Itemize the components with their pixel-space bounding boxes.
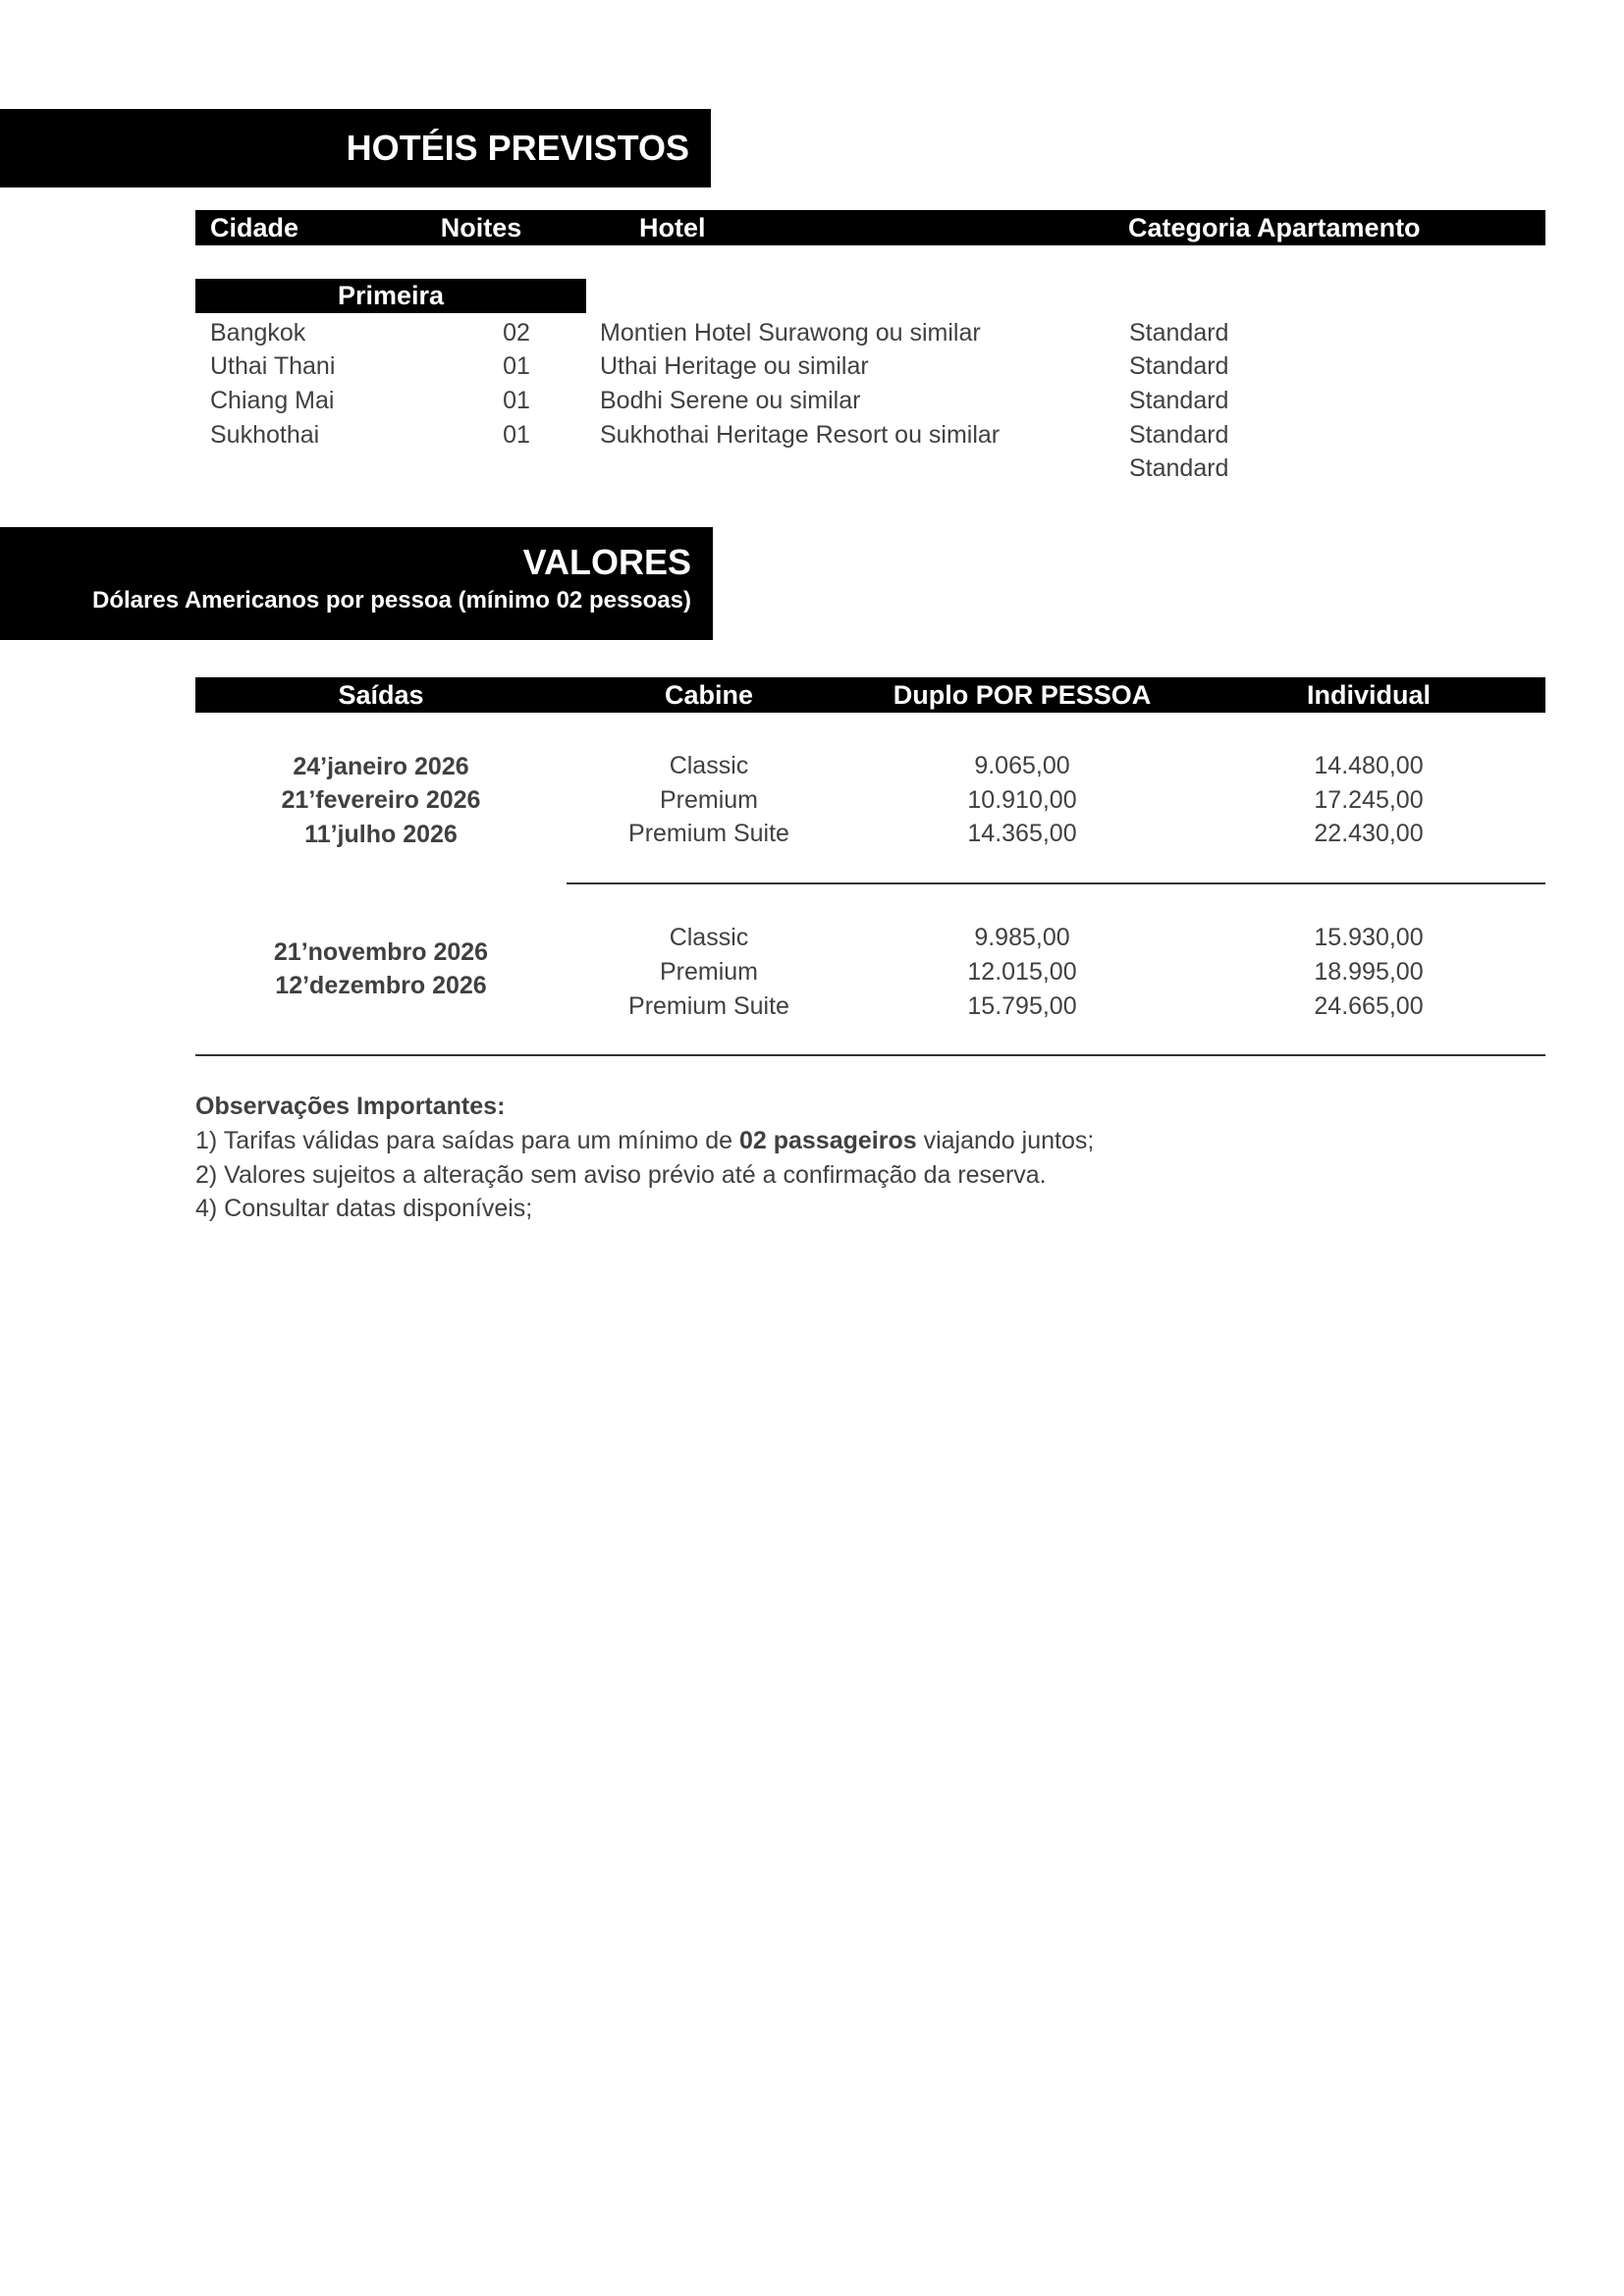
note-line-2: 2) Valores sujeitos a alteração sem aviso prévio até a confirmação da reserva.	[195, 1161, 1047, 1189]
note-line-3: 4) Consultar datas disponíveis;	[195, 1195, 533, 1222]
hotel-city: Bangkok	[210, 319, 306, 347]
hotel-nights: 01	[503, 421, 530, 449]
note-line-1	[195, 1124, 1094, 1157]
hotel-name: Uthai Heritage ou similar	[600, 352, 869, 380]
hotel-nights: 01	[503, 387, 530, 414]
hotel-city: Uthai Thani	[210, 352, 336, 380]
prices-section-banner	[0, 527, 713, 640]
cabin-type: Premium	[659, 958, 758, 986]
hotels-section-title: HOTÉIS PREVISTOS	[346, 128, 689, 168]
single-price: 22.430,00	[1314, 820, 1424, 847]
departure-date: 21’fevereiro 2026	[281, 786, 481, 814]
departure-date: 11’julho 2026	[304, 821, 458, 848]
col-header-cidade: Cidade	[210, 213, 299, 242]
category-label-bar	[195, 279, 586, 313]
note-line-1-text: 1) Tarifas válidas para saídas para um mínimo de	[195, 1127, 739, 1154]
hotel-city: Sukhothai	[210, 421, 320, 449]
table-bottom-rule	[195, 1054, 1545, 1056]
cabin-type: Premium	[659, 786, 758, 814]
hotel-name: Sukhothai Heritage Resort ou similar	[600, 421, 1001, 449]
hotel-room-category: Standard	[1129, 387, 1229, 414]
hotels-section-banner	[0, 109, 711, 187]
hotel-name: Montien Hotel Surawong ou similar	[600, 319, 981, 347]
note-line-1-tail: viajando juntos;	[916, 1127, 1095, 1154]
col-header-categoria: Categoria Apartamento	[1128, 213, 1421, 242]
double-price: 9.065,00	[974, 752, 1070, 779]
hotel-nights: 01	[503, 352, 530, 380]
hotel-room-category: Standard	[1129, 421, 1229, 449]
departure-date: 21’novembro 2026	[273, 938, 489, 966]
col-header-individual: Individual	[1306, 680, 1431, 710]
double-price: 9.985,00	[974, 924, 1070, 951]
hotels-table-header	[195, 210, 1545, 245]
col-header-duplo: Duplo POR PESSOA	[893, 680, 1152, 710]
single-price: 17.245,00	[1314, 786, 1424, 814]
category-label: Primeira	[337, 281, 445, 310]
single-price: 24.665,00	[1314, 992, 1424, 1020]
hotel-city: Chiang Mai	[210, 387, 335, 414]
hotel-name: Bodhi Serene ou similar	[600, 387, 861, 414]
hotel-room-category: Standard	[1129, 352, 1229, 380]
single-price: 15.930,00	[1314, 924, 1424, 951]
double-price: 12.015,00	[967, 958, 1077, 986]
double-price: 10.910,00	[967, 786, 1077, 814]
col-header-hotel: Hotel	[639, 213, 706, 242]
col-header-saidas: Saídas	[338, 680, 424, 710]
cabin-type: Premium Suite	[628, 820, 789, 847]
notes-title: Observações Importantes:	[195, 1093, 506, 1120]
hotel-room-category: Standard	[1129, 454, 1229, 482]
group-divider	[567, 882, 1545, 884]
departure-date: 24’janeiro 2026	[293, 753, 469, 780]
departure-date: 12’dezembro 2026	[275, 972, 487, 999]
note-line-1-bold: 02 passageiros	[738, 1127, 917, 1154]
hotel-nights: 02	[503, 319, 530, 347]
col-header-cabine: Cabine	[664, 680, 754, 710]
prices-section-subtitle: Dólares Americanos por pessoa (mínimo 02 pessoas)	[92, 587, 691, 614]
cabin-type: Classic	[669, 924, 749, 951]
col-header-noites: Noites	[440, 213, 522, 242]
single-price: 18.995,00	[1314, 958, 1424, 986]
double-price: 14.365,00	[967, 820, 1077, 847]
cabin-type: Classic	[669, 752, 749, 779]
prices-table-header	[195, 677, 1545, 713]
single-price: 14.480,00	[1314, 752, 1424, 779]
double-price: 15.795,00	[967, 992, 1077, 1020]
hotel-room-category: Standard	[1129, 319, 1229, 347]
prices-section-title: VALORES	[522, 542, 691, 582]
cabin-type: Premium Suite	[628, 992, 789, 1020]
